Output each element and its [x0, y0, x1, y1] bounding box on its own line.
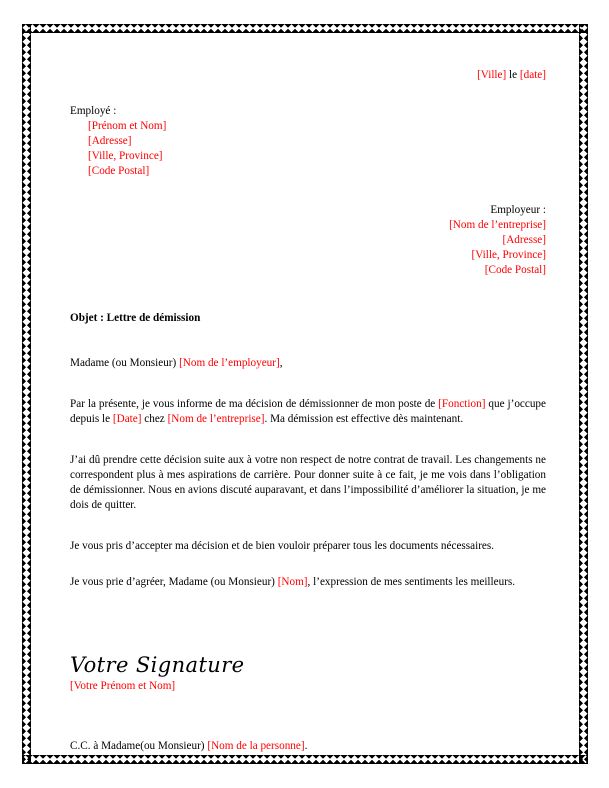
letter-content — [70, 24, 546, 754]
employer-postal-placeholder: [Code Postal] — [484, 264, 546, 276]
employer-company-placeholder: [Nom de l’entreprise] — [449, 219, 546, 231]
employer-address-placeholder: [Adresse] — [502, 234, 546, 246]
date-placeholder: [date] — [519, 69, 546, 81]
employee-label: Employé : — [70, 105, 117, 117]
function-placeholder: [Fonction] — [438, 398, 486, 410]
employer-label: Employeur : — [490, 204, 546, 216]
subject-line: Objet : Lettre de démission — [70, 312, 201, 324]
p1-text-4: . Ma démission est effective dès maintenant. — [264, 413, 464, 425]
signature-block — [70, 654, 546, 694]
border-right-ornament — [579, 24, 588, 764]
border-left-ornament — [22, 24, 31, 764]
paragraph-4 — [70, 575, 546, 590]
carbon-copy-line — [70, 739, 546, 754]
salutation-suffix: , — [279, 357, 283, 369]
cc-suffix: . — [304, 740, 308, 753]
start-date-placeholder: [Date] — [112, 413, 142, 425]
border-bottom-ornament — [22, 755, 588, 764]
signature-name-placeholder: [Votre Prénom et Nom] — [70, 680, 176, 693]
paragraph-1 — [70, 397, 546, 427]
salutation-prefix: Madame (ou Monsieur) — [70, 357, 180, 369]
salutation-line — [70, 356, 546, 371]
company-name-placeholder: [Nom de l’entreprise] — [167, 413, 265, 425]
employer-address-lines — [70, 218, 546, 278]
employer-name-placeholder: [Nom de l’employeur] — [179, 357, 280, 369]
p1-text-3: chez — [141, 413, 168, 425]
employee-address-placeholder: [Adresse] — [88, 135, 132, 147]
employer-address-block — [70, 203, 546, 278]
employee-address-block — [70, 104, 546, 179]
employee-address-lines — [70, 119, 546, 179]
paragraph-3: Je vous pris d’accepter ma décision et de bien vouloir préparer tous les documents nécessaires. — [70, 540, 495, 552]
employee-postal-placeholder: [Code Postal] — [88, 165, 150, 177]
city-placeholder: [Ville] — [477, 69, 507, 81]
paragraph-2: J’ai dû prendre cette décision suite aux à votre non respect de notre contrat de travail. Les changements ne correspondent plus à mes aspirations de carrière. Pour donner suite à ce fait, je me vois dans l’obligation de démissionner. Nous en avions discuté auparavant, et dans l’impossibilité d’améliorer la situation, je me dois de quitter. — [70, 454, 546, 511]
employee-city-placeholder: [Ville, Province] — [88, 150, 163, 162]
p1-text-2: que j’occupe depuis le — [70, 398, 546, 425]
date-line — [70, 68, 546, 83]
p4-text-2: , l’expression de mes sentiments les meilleurs. — [307, 576, 516, 588]
signature-script-text: Votre Signature — [70, 653, 245, 677]
employer-city-placeholder: [Ville, Province] — [471, 249, 546, 261]
cc-prefix: C.C. à Madame(ou Monsieur) — [70, 740, 208, 753]
date-connector: le — [506, 69, 520, 81]
employee-name-placeholder: [Prénom et Nom] — [88, 120, 167, 132]
p1-text-1: Par la présente, je vous informe de ma décision de démissionner de mon poste de — [70, 398, 439, 410]
p4-text-1: Je vous prie d’agréer, Madame (ou Monsieur) — [70, 576, 278, 588]
cc-person-placeholder: [Nom de la personne] — [207, 740, 305, 753]
closing-name-placeholder: [Nom] — [277, 576, 308, 588]
